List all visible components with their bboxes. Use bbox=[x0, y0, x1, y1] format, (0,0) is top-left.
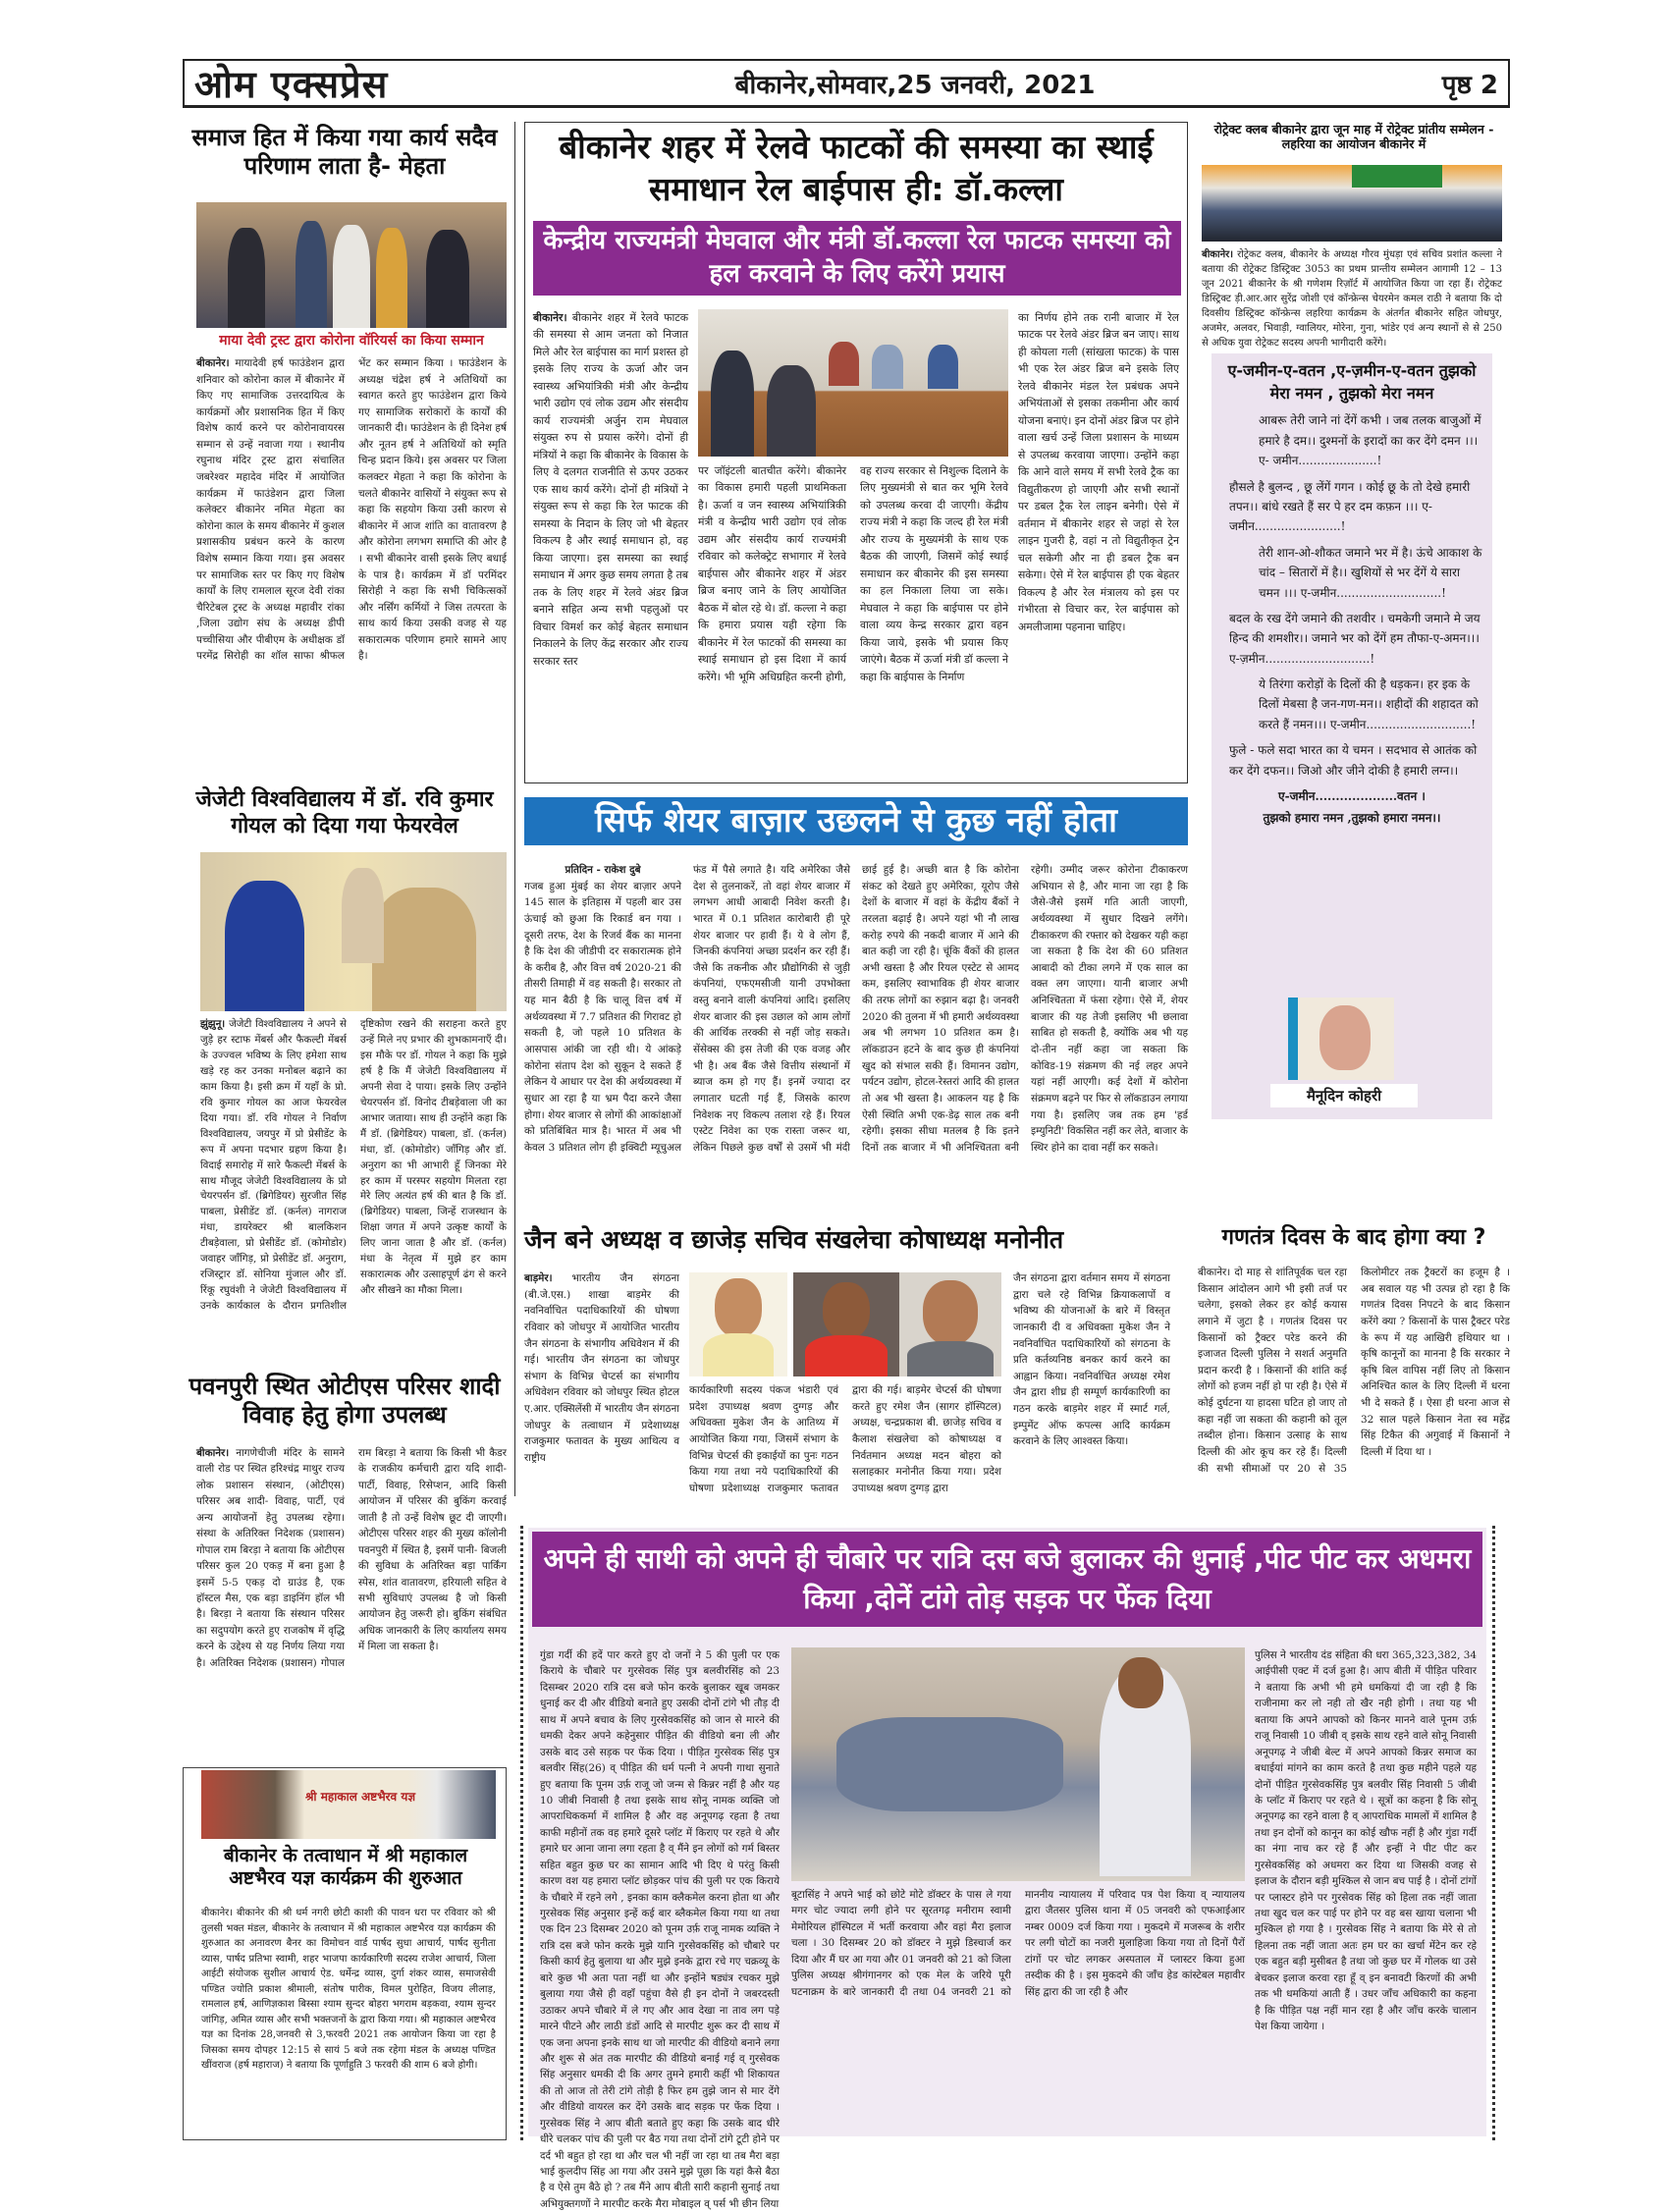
photo-jain-treasurer bbox=[899, 1272, 1001, 1376]
article-gantantra bbox=[1198, 1225, 1510, 1522]
body-mid: बूटासिंह ने अपने भाई को छोटे मोटे डॉक्टर के पास ले गया मगर चोट ज्यादा लगी होने पर सूरतगढ़ मनीराम स्वामी मेमोरियल हॉस्पिटल में भर्ती करवाया और वहां मैरा इलाज चला । 30 दिसम्बर 20 को डॉक्टर ने मुझे डिस्चार्ज कर दिया और मैं घर आ गया और 01 जनवरी को 21 को जिला पुलिस अध्यक्ष श्रीगंगानगर को एक मेल के जरिये पूरी घटनाक्रम के बारे जानकारी दी तथा 04 जनवरी 21 को माननीय न्यायालय में परिवाद पत्र पेश किया व् न्यायालय द्वारा जैतसर पुलिस थाना में 05 जनवरी को एफआईआर नम्बर 0009 दर्ज किया गया । मुकदमे में मजरूब के शरीर पर लगी चोटों का नजरी मुलाहिजा किया गया तो दिनों पैरों टांगों पर चोट लगकर अस्पताल में प्लास्टर किया हुआ तस्दीक की है । इस मुकदमे की जाँच हेड कांस्टेबल महावीर सिंह द्वारा की जा रही है और bbox=[791, 1889, 1245, 1998]
newspaper-page bbox=[183, 59, 1510, 2210]
body-left bbox=[540, 1647, 780, 2210]
photo-jain-secretary bbox=[793, 1272, 899, 1376]
body-text: गजब हुआ मुंबई का शेयर बाज़ार अपने 145 साल के इतिहास में पहली बार उस ऊंचाई को छुआ कि रिकार्ड बन गया । दूसरी तरफ, देश के रिजर्व बैंक का मानना है कि देश की जीडीपी दर सकारात्मक होने के करीब है, और वित्त वर्ष 2020-21 की तीसरी तिमाही में वह सकती है। सरकार तो यह मान बैठी है कि चालू वित्त वर्ष में अर्थव्यवस्था में 7.7 प्रतिशत की गिरावट हो सकती है, जो पहले 10 प्रतिशत के आसपास आंकी जा रही थी। ये आंकड़े कोरोना संताप देश को सुकून दे सकते हैं लेकिन ये आधार पर देश की अर्थव्यवस्था में सुधार आ रहा है या भ्रम पैदा करने जैसा होगा। शेयर बाजार से लोगों की आकांक्षाओं को प्रतिबिंबित मात्र है। भारत में अब भी केवल 3 प्रतिशत लोग ही इक्विटी म्यूचुअल फंड में पैसे लगाते है। यदि अमेरिका जैसे देश से तुलनाकरें, तो वहां शेयर बाजार में लगभग आधी आबादी निवेश करती है। भारत में 0.1 प्रतिशत कारोबारी ही पूरे शेयर बाजार पर हावी हैं। ये वे लोग हैं, जिनकी कंपनियां अच्छा प्रदर्शन कर रही हैं। जैसे कि तकनीक और प्रौद्योगिकी से जुड़ी कंपनियां, एफएमसीजी यानी उपभोक्ता वस्तु बनाने वाली कंपनियां आदि। इसलिए शेयर बाजार की इस उछाल को आम लोगों की आर्थिक तरक्की से नहीं जोड़ सकते। सेंसेक्स की इस तेजी की एक वजह और भी है। अब बैंक जैसे वित्तीय संस्थानों में ब्याज कम हो गए हैं। इनमें ज्यादा दर लगातार घटती गई हैं, जिसके कारण निवेशक नए विकल्प तलाश रहे हैं। रियल एस्टेट निवेश का एक रास्ता जरूर था, लेकिन पिछले कुछ वर्षों से उसमें भी मंदी छाई हुई है। अच्छी बात है कि कोरोना संकट को देखते हुए अमेरिका, यूरोप जैसे देशों के बाजार में वहां के केंद्रीय बैंकों ने तरलता बढ़ाई है। अपने यहां भी नौ लाख करोड़ रुपये की नकदी बाजार में आने की बात कही जा रही है। चूंकि बैंकों की हालत अभी खस्ता है और रियल एस्टेट से आमद कम, इसलिए स्वाभाविक ही शेयर बाजार की तरफ लोगों का रुझान बढ़ा है। जनवरी 2020 की तुलना में भी हमारी अर्थव्यवस्था अब भी लगभग 10 प्रतिशत कम है। लॉकडाउन हटने के बाद कुछ ही कंपनियां खुद को संभाल सकी हैं। विमानन उद्योग, पर्यटन उद्योग, होटल-रेस्तरां आदि की हालत तो अब भी खस्ता है। आकलन यह है कि ऐसी स्थिति अभी एक-डेढ़ साल तक बनी रहेगी। इसका सीधा मतलब है कि इतने दिनों तक बाजार में भी अनिश्चितता बनी रहेगी। उम्मीद जरूर कोरोना टीकाकरण अभियान से है, और माना जा रहा है कि जैसे-जैसे इसमें गति आती जाएगी, अर्थव्यवस्था में सुधार दिखने लगेंगे। टीकाकरण की रफ्तार को देखकर यही कहा जा सकता है कि देश की 60 प्रतिशत आबादी को टीका लगने में एक साल का वक्त लग जाएगा। यानी बाजार अभी अनिश्चितता में फंसा रहेगा। ऐसे में, शेयर बाजार की यह तेजी इसलिए भी छलावा साबित हो सकती है, क्योंकि अब भी यह दो-तीन नहीं कहा जा सकता कि कोविड-19 संक्रमण की नई लहर अपने यहां नहीं आएगी। कई देशों में कोरोना संक्रमण बढ़ने पर फिर से लॉकडाउन लगाया गया है। इसलिए जब तक हम 'हर्ड इम्युनिटी' विकसित नहीं कर लेते, बाजार के स्थिर होने का दावा नहीं कर सकते। bbox=[524, 864, 1188, 1154]
dateline: बीकानेर। bbox=[533, 311, 567, 324]
article-mahakal bbox=[183, 1767, 507, 2140]
headline: जैन बने अध्यक्ष व छाजेड़ सचिव संखलेचा कोषाध्यक्ष मनोनीत bbox=[524, 1225, 1064, 1254]
body-text: भारतीय जैन संगठना (बी.जे.एस.) शाखा बाड़मेर की नवनिर्वाचित पदाधिकारियों की घोषणा रविवार को जोधपुर में आयोजित भारतीय जैन संगठना के संभागीय अधिवेशन में की गई। भारतीय जैन संगठना का जोधपुर संभाग के विभिन्न चेप्टर्स का संभागीय अधिवेशन रविवार को जोधपुर स्थित होटल ए.आर. एक्सिलेंसी में भारतीय जैन संगठना जोधपुर के तत्वाधान में प्रदेशाध्यक्ष राजकुमार फतावत के मुख्य आथित्य व राष्ट्रीय bbox=[524, 1272, 679, 1465]
page-number: पृष्ठ 2 bbox=[1441, 70, 1498, 100]
photo-mahakal-banner bbox=[201, 1770, 496, 1839]
article-body bbox=[1202, 247, 1502, 349]
photo-rotaract bbox=[1202, 165, 1502, 242]
headline: पवनपुरी स्थित ओटीएस परिसर शादी विवाह हेतु होगा उपलब्ध bbox=[188, 1373, 501, 1430]
body-text: बीकानेर की श्री धर्म नगरी छोटी काशी की पावन धरा पर रविवार को श्री तुलसी भक्त मंडल, बीकानेर के तत्वाधान में श्री महाकाल अष्टभैरव यज्ञ कार्यक्रम की शुरुआत का अनावरण बैनर का विमोचन वार्ड पार्षद सुधा आचार्य, पार्षद सुनीता व्यास, पार्षद प्रतिभा स्वामी, शहर भाजपा कार्यकारिणी सदस्य राजेश आचार्य, जिला आईटी संयोजक सुशील आचार्य ऐड. धर्मेन्द्र व्यास, दुर्गा शंकर व्यास, समाजसेवी पण्डित ज्योति प्रकाश श्रीमाली, संतोष पारीक, विमल पुरोहित, विजय लीलाड़, रामलाल हर्ष, आणिज्ञकाश बिस्सा श्याम सुन्दर बोहरा भगराम बड़कवा, श्याम सुन्दर जांगिड़, अमित व्यास और सभी भक्तजनों के द्वारा किया गया। श्री महाकाल अष्टभैरव यज्ञ का दिनांक 28,जनवरी से 3,फरवरी 2021 तक आयोजन किया जा रहा है जिसका समय दोपहर 12:15 से सायं 5 बजे तक रहेगा मंडल के अध्यक्ष पण्डित खींवराज (हर्ष महाराज) ने बताया कि पूर्णाहुति 3 फरवरी की शाम 6 बजे होगी। bbox=[201, 1908, 496, 2071]
poem-closing: तुझको हमारा नमन ,तुझको हमारा नमन।। bbox=[1263, 811, 1441, 826]
article-pavanpuri bbox=[183, 1371, 507, 1763]
dateline: बीकानेर। bbox=[201, 1908, 233, 1918]
photo-meeting bbox=[698, 309, 1008, 457]
dotted-border-right bbox=[1492, 1526, 1495, 2140]
newspaper-name: ओम एक्सप्रेस bbox=[194, 61, 389, 106]
body-right: जैन संगठना द्वारा वर्तमान समय में संगठना द्वारा चले रहे विभिन्न क्रियाकलापों व भविष्य की योजनाओं के बारे में विस्तृत जानकारी दी व अधिवक्ता मुकेश जैन ने नवनिर्वाचित पदाधिकारियों को संगठना के प्रति कर्तव्यनिष्ठ बनकर कार्य करने का आह्वान किया। नवनिर्वाचित अध्यक्ष रमेश जैन द्वारा शीघ्र ही सम्पूर्ण कार्यकारिणी का गठन करके बाड़मेर शहर में स्मार्ट गर्ल, इम्पुमेंट ऑफ कपल्स आदि कार्यक्रम करवाने के लिए आश्वस्त किया। bbox=[1013, 1272, 1170, 1448]
poem-stanza: हौसले है बुलन्द , छू लेंगें गगन । कोई छू के तो देखे हमारी तपन।। बांधे रखते हैं सर पे हर दम कफ़न ।।। ए-जमीन.......................! bbox=[1229, 479, 1471, 534]
article-rotaract bbox=[1198, 122, 1510, 348]
banner-text: श्री महाकाल अष्टभैरव यज्ञ bbox=[304, 1790, 416, 1804]
dateline: बीकानेर,सोमवार,25 जनवरी, 2021 bbox=[734, 70, 1096, 100]
article-dhunai bbox=[528, 1528, 1486, 2210]
headline: जेजेटी विश्वविद्यालय में डॉ. रवि कुमार गोयल को दिया गया फेयरवेल bbox=[195, 787, 494, 838]
article-body bbox=[524, 862, 1188, 1214]
body-text: जेजेटी विश्वविद्यालय ने अपने से जुड़े हर स्टाफ मेंबर्स और फैकल्टी मेंबर्स के उज्ज्वल भविष्य के लिए हमेशा साथ खड़े रह कर उनका मनोबल बढ़ाने का काम किया है। इसी क्रम में यहाँ के प्रो. रवि कुमार गोयल का आज फेयरवेल दिया गया। डॉ. रवि गोयल ने निर्वाण विश्वविद्यालय, जयपुर में प्रो प्रेसीडेंट के रूप में अपना पदभार ग्रहण किया है। विदाई समारोह में सारे फैकल्टी मेंबर्स के साथ मौजूद जेजेटी विश्वविद्यालय के प्रो चेयरपर्सन डॉ. (ब्रिगेडियर) सुरजीत सिंह पाबला, प्रेसीडेंट डॉ. (कर्नल) नागराज मंधा, डायरेक्टर श्री बालकिशन टीबड़ेवाला, प्रो प्रेसीडेंट डॉ. (कोमोडोर) जवाहर जाँगिड़, प्रो प्रेसीडेंट डॉ. अनुराग, रजिस्ट्रार डॉ. सोनिया मुंजाल और डॉ. रिंकू रघुवंशी ने जेजेटी विश्वविद्यालय में उनके कार्यकाल के दौरान प्रगतिशील दृष्टिकोण रखने की सराहना करते हुए उन्हें मिले नए प्रभार की शुभकामनाएँ दी। इस मौके पर डॉ. गोयल ने कहा कि मुझे हर्ष है कि मैं जेजेटी विश्वविद्यालय में अपनी सेवा दे पाया। इसके लिए उन्होंने चेयरपर्सन डॉ. विनोद टीबड़ेवाला जी का आभार जताया। साथ ही उन्होंने कहा कि मैं डॉ. (ब्रिगेडियर) पाबला, डॉ. (कर्नल) मंधा, डॉ. (कोमोडोर) जाँगिड़ और डॉ. अनुराग का भी आभारी हूँ जिनका मेरे हर काम में परस्पर सहयोग मिलता रहा मेरे लिए अत्यंत हर्ष की बात है कि डॉ. (ब्रिगेडियर) पाबला, जिन्हें राजस्थान के शिक्षा जगत में अपने उत्कृष्ट कार्यों के लिए जाना जाता है और डॉ. (कर्नल) मंधा के नेतृत्व में मुझे हर काम सकारात्मक और उत्साहपूर्ण ढंग से करने और सीखने का मौका मिला। bbox=[200, 1018, 507, 1313]
article-body bbox=[196, 355, 507, 774]
body-text: गुंडा गर्दी की हदें पार करते हुए दो जनों ने 5 की पुली पर एक किराये के चौबारे पर गुरसेवक सिंह पुत्र बलवीरसिंह को 23 दिसम्बर 2020 रात्रि दस बजे फोन करके बुलाकर खूब जमकर धुनाई कर दी और वीडियो बनाते हुए उसकी दोनों टांगे भी तौड़ दी साथ में अपने बचाव के लिए गुरसेवकसिंह को जान से मारने की धमकी देकर अपने कहेनुसार पीड़ित की वीडियो बना ली और उसके बाद उसे सड़क पर फेंक दिया । पीड़ित गुरसेवक सिंह पुत्र बलवीर सिंह(26) व् पीड़ित की धर्म पत्नी ने अपनी गाथा सुनाते हुए बताया कि पूनम उर्फ़ राजू जो जन्म से किन्नर नहीं है और यह 10 जीबी निवासी है तथा इसके साथ सोनू नामक व्यक्ति जो आपराधिककर्मा में शामिल है और वह अनूपगढ़ रहता है तथा काफी महीनों तक वह हमारे दूसरे प्लॉट में किराए पर रहते थे और हमारे घर आना जाना लगा रहता है व् मैंने इन लोगों को गर्म बिस्तर सहित बहुत कुछ घर का सामान आदि भी दिए थे परंतु किसी कारण वश यह हमारा प्लॉट छोड़कर पांच की पुली पर एक किराये के चौबारे में रहने लगे , इनका काम क्लैकमेल करना होता था और गुरसेवक सिंह अनुसार इन्हें कई बार ब्लैकमेल किया गया था तथा एक दिन 23 दिसम्बर 2020 को पूनम उर्फ़ राजू नामक व्यक्ति ने रात्रि दस बजे फोन करके मुझे यानि गुरसेवकसिंह को चौबारे पर किसी कार्य हेतु बुलाया था और मुझे इनके द्वारा रचे गए चक्रव्यू के बारे कुछ भी अता पता नहीं था और इन्होंने षड्यंत्र रचकर मुझे बुलाया गया जैसे ही वहाँ पहुंचा वैसे ही इन दोनों ने जबरदस्ती उठाकर अपने चौबारे में ले गए और आव देखा ना ताव लग पड़े मारने पीटने और लाठी डंडों आदि से मारपीट शुरू कर दी साथ में एक जना अपना इनके साथ था जो मारपीट की वीडियो बनाने लगा और शुरू से अंत तक मारपीट की वीडियो बनाई गई व् गुरसेवक सिंह अनुसार धमकी दी कि अगर तुमने हमारी कहीं भी शिकायत की तो आज तो तेरी टांगे तोड़ी है फिर हम तुझे जान से मार देंगे और वीडियो वायरल कर देंगे उसके बाद सड़क पर फेंक दिया । गुरसेवक सिंह ने आप बीती बताते हुए कहा कि उसके बाद धीरे धीरे चलकर पांच की पुली पर बैठ गया तथा दोनों टांगे टूटी होने पर दर्द भी बहुत हो रहा था और चल भी नहीं जा रहा था तब मैरा बड़ा भाई कुलदीप सिंह आ गया और उसने मुझे पूछा कि यहां कैसे बैठा है व ऐसे तुम बैठे हो ? तब मैंने आप बीती सारी कहानी सुनाई तथा अभियुक्तगणों ने मारपीट करके मैरा मोबाइल व् पर्स भी छीन लिया bbox=[540, 1649, 780, 2210]
article-body bbox=[201, 1906, 496, 2137]
poem-stanza: आबरू तेरी जाने नां देंगें कभी । जब तलक बाजुओं में हमारे है दम।। दुश्मनों के इरादों का कर देंगे दमन ।।। ए- जमीन.....................! bbox=[1259, 413, 1481, 468]
body-text: रोट्रेकट क्लब, बीकानेर के अध्यक्ष गौरव मुंधड़ा एवं सचिव प्रशांत कल्ला ने बताया की रोट्रेकट डिस्ट्रिक्ट 3053 का प्रथम प्रान्तीय सम्मेलन आगामी 12 – 13 जून 2021 बीकानेर के श्री गणेशम रिज़ॉर्ट में आयोजित किया जा रहा हैं। रोट्रेकट डिस्ट्रिक्ट ड़ी.आर.आर सुरेंद्र जोशी एवं कॉन्फ्रेन्स चेयरमेन कमल राठी ने बताया कि दो दिवसीय डिस्ट्रिक्ट कॉन्फ्रेन्स लहरिया कार्यक्रम के अंतर्गत बीकानेर सहित जोधपुर, अजमेर, अलवर, भिवाड़ी, ग्वालियर, मोरेना, गुना, भांडेर एवं अन्य स्थानों से से 250 से अधिक युवा रोट्रेकट सदस्य अपनी भागीदारी करेंगे। bbox=[1202, 249, 1502, 349]
poem-stanza: तेरी शान-ओ-शौकत जमाने भर में है। ऊंचे आकाश के चांद – सितारों में है।। खुशियों से भर देंगें ये सारा चमन ।।। ए-जमीन............................! bbox=[1259, 545, 1482, 600]
body-mid: पर जॉइंटली बातचीत करेंगे। बीकानेर का विकास हमारी पहली प्राथमिकता है। ऊर्जा व जन स्वास्थ्य अभियांत्रिकी मंत्री व केन्द्रीय भारी उद्योग एवं लोक उद्यम और संसदीय कार्य राज्यमंत्री रविवार को कलेक्ट्रेट सभागार में रेलवे बाईपास और बीकानेर शहर में अंडर ब्रिज बनाए जाने के लिए आयोजित बैठक में बोल रहे थे। डॉ. कल्ला ने कहा कि हमारा प्रयास यही रहेगा कि बीकानेर में रेल फाटकों की समस्या का स्थाई समाधान हो इस दिशा में कार्य करेंगे। भी भूमि अधिग्रहित करनी होगी, वह राज्य सरकार से निशुल्क दिलाने के लिए मुख्यमंत्री से बात कर भूमि रेलवे को उपलब्ध करवा दी जाएगी। केंद्रीय राज्य मंत्री ने कहा कि जल्द ही रेल मंत्री और राज्य के मुख्यमंत्री के साथ एक बैठक की जाएगी, जिसमें कोई स्थाई समाधान कर बीकानेर की इस समस्या का हल निकाला लिया जा सके। मेघवाल ने कहा कि बाईपास पर होने वाला व्यय केन्द्र सरकार द्वारा वहन किया जाये, इसके भी प्रयास किए जाएंगे। बैठक में ऊर्जा मंत्री डॉ कल्ला ने कहा कि बाईपास के निर्माण bbox=[698, 464, 1008, 683]
dateline: बीकानेर। bbox=[196, 357, 230, 369]
body-mid: कार्यकारिणी सदस्य पंकज भंडारी एवं प्रदेश उपाध्यक्ष श्रवण दुग्गड़ और अधिवक्ता मुकेश जैन के आतिथ्य में आयोजित किया गया, जिसमें संभाग के विभिन्न चेप्टर्स की इकाईयों का पुनः गठन किया गया तथा नये पदाधिकारियों की घोषणा प्रदेशाध्यक्ष राजकुमार फतावत द्वारा की गई। बाड़मेर चेप्टर्स की घोषणा करते हुए रमेश जैन (सागर हॉस्पिटल) अध्यक्ष, चन्द्रप्रकाश बी. छाजेड़ सचिव व कैलाश संखलेचा को कोषाध्यक्ष व निर्वतमान अध्यक्ष मदन बोहरा को सलाहकार मनोनीत किया गया। प्रदेश उपाध्यक्ष श्रवण दुग्गड़ द्वारा bbox=[689, 1384, 1001, 1494]
body-text: मायादेवी हर्ष फाउंडेशन द्वारा शनिवार को कोरोना काल में बीकानेर में किए गए सामाजिक उत्तरदायित्व के कार्यक्रमों और प्रशासनिक हित में किए विशेष कार्य करने पर कोरोनावायरस सम्मान से उन्हें नवाजा गया । स्थानीय रघुनाथ मंदिर ट्रस्ट द्वारा संचालित जबरेश्वर महादेव मंदिर में आयोजित कार्यक्रम में फाउंडेशन द्वारा जिला कलेक्टर बीकानेर नमित मेहता का कोरोना काल के समय बीकानेर में कुशल प्रशासकीय प्रबंधन करने के कारण विशेष सम्मान किया गया। इस अवसर पर सामाजिक स्तर पर किए गए विशेष कार्यों के लिए रामलाल सूरज देवी रांका चैरिटेबल ट्रस्ट के अध्यक्ष महावीर रांका ,जिला उद्योग संघ के अध्यक्ष डीपी पच्चीसिया और पीबीएम के अधीक्षक डॉ परमेंद्र सिरोही का शॉल साफा श्रीफल भेंट कर सम्मान किया । फाउंडेशन के अध्यक्ष चंद्रेश हर्ष ने अतिथियों का स्वागत करते हुए फाउंडेशन द्वारा किये गए सामाजिक सरोकारों के कार्यों की जानकारी दी। फाउंडेशन के ही दिनेश हर्ष और नूतन हर्ष ने अतिथियों को स्मृति चिन्ह प्रदान किये। इस अवसर पर जिला कलक्टर मेहता ने कहा कि कोरोना के चलते बीकानेर वासियों ने संयुक्त रूप से कहा कि सहयोग किया उसी कारण से बीकानेर में आज शांति का वातावरण है और कोरोना लगभग समाप्ति की ओर है । सभी बीकानेर वासी इसके लिए बधाई के पात्र है। कार्यक्रम में डॉ परमिंदर सिरोही ने कहा कि सभी चिकित्सकों और नर्सिंग कर्मियों ने जिस तत्परता के साथ कार्य किया उसकी वजह से यह सकारात्मक परिणाम हमारे सामने आए है। bbox=[196, 357, 507, 663]
column-divider bbox=[514, 122, 515, 1496]
subheadline: केन्द्रीय राज्यमंत्री मेघवाल और मंत्री डॉ.कल्ला रेल फाटक समस्या को हल करवाने के लिए करेंगे प्रयास bbox=[533, 221, 1181, 296]
article-body bbox=[1198, 1265, 1510, 1518]
headline: सिर्फ शेयर बाज़ार उछलने से कुछ नहीं होता bbox=[524, 797, 1188, 845]
dateline: झुंझुनू। bbox=[200, 1018, 226, 1030]
headline: समाज हित में किया गया कार्य सदैव परिणाम लाता है- मेहता bbox=[191, 124, 498, 181]
dateline: बाड़मेर। bbox=[524, 1272, 553, 1284]
headline: अपने ही साथी को अपने ही चौबारे पर रात्रि दस बजे बुलाकर की धुनाई ,पीट पीट कर अधमरा किया ,दोनें टांगे तोड़ सड़क पर फेंक दिया bbox=[532, 1532, 1482, 1627]
photo-caption: माया देवी ट्रस्ट द्वारा कोरोना वॉरियर्स का किया सम्मान bbox=[219, 333, 484, 349]
article-rail bbox=[524, 122, 1188, 783]
photo-farewell bbox=[200, 852, 507, 1011]
headline: बीकानेर शहर में रेलवे फाटकों की समस्या का स्थाई समाधान रेल बाईपास ही: डॉ.कल्ला bbox=[559, 128, 1154, 208]
body-left bbox=[533, 309, 688, 777]
photo-victim bbox=[791, 1647, 1245, 1881]
headline: बीकानेर के तत्वाधान में श्री महाकाल अष्टभैरव यज्ञ कार्यक्रम की शुरुआत bbox=[223, 1845, 468, 1890]
body-text: दो माह से शांतिपूर्वक चल रहा किसान आंदोलन आगे भी इसी तर्ज पर चलेगा, इसको लेकर हर कोई कयास लगाने में जुटा है । गणतंत्र दिवस पर किसानों को ट्रैक्टर परेड करने की इजाजत दिल्ली पुलिस ने सशर्त अनुमति प्रदान करदी है । किसानों की शांति कई लोगों को हजम नहीं हो पा रही है। ऐसे में कोई दुर्घटना या हादसा घटित हो जाए तो कहा नहीं जा सकता की कहानी को तूल तब्दील होना। किसान उत्साह के साथ दिल्ली की ओर कूच कर रहे हैं। दिल्ली की सभी सीमाओं पर 20 से 35 किलोमीटर तक ट्रैक्टरों का हजूम है । अब सवाल यह भी उत्पन्न हो रहा है कि गणतंत्र दिवस निपटने के बाद किसान करेंगे क्या ? किसानों के पास ट्रैक्टर परेड के रूप में यह आखिरी हथियार था । कृषि कानूनों का मानना है कि सरकार ने कृषि बिल वापिस नहीं लिए तो किसान अनिश्चित काल के लिए दिल्ली में धरना भी दे सकते हैं । ऐसा ही धरना आज से 32 साल पहले किसान नेता स्व महेंद्र सिंह टिकैत की अगुवाई में किसानों ने दिल्ली में दिया था । bbox=[1198, 1267, 1510, 1475]
headline: रोट्रेक्ट क्लब बीकानेर द्वारा जून माह में रोट्रेक्ट प्रांतीय सम्मेलन - लहरिया का आयोजन बीकानेर में bbox=[1213, 122, 1494, 152]
masthead bbox=[183, 59, 1510, 108]
article-body bbox=[200, 1017, 507, 1363]
poem-closing: ए-जमीन....................वतन । bbox=[1278, 789, 1426, 804]
photo-corona-warriors bbox=[196, 202, 507, 328]
poem-stanza: बदल के रख देंगे जमाने की तशवीर । चमकेगी जमाने मे जय हिन्द की शमशीर।। जमाने भर को देंगें हम तौफा-ए-अमन।।। ए-ज़मीन............................! bbox=[1229, 611, 1481, 666]
dateline: बीकानेर। bbox=[196, 1447, 230, 1459]
dateline: बीकानेर। bbox=[1202, 249, 1233, 260]
body-text: बीकानेर शहर में रेलवे फाटक की समस्या से आम जनता को निजात मिले और रेल बाईपास का मार्ग प्रशस्त हो इसके लिए राज्य के ऊर्जा और जन स्वास्थ्य अभियांत्रिकी मंत्री और केन्द्रीय भारी उद्योग एवं लोक उद्यम और संसदीय कार्य राज्यमंत्री अर्जुन राम मेघवाल संयुक्त रुप से प्रयास करेंगे। दोनों ही मंत्रियों ने कहा कि बीकानेर के विकास के लिए वे दलगत राजनीति से ऊपर उठकर एक साथ कार्य करेंगे। दोनों ही मंत्रियों ने संयुक्त रूप से कहा कि रेल फाटक की समस्या के निदान के लिए जो भी बेहतर विकल्प है और स्थाई समाधान हो, वह किया जाएगा। इस समस्या का स्थाई समाधान में अगर कुछ समय लगता है तब तक के लिए शहर में रेलवे अंडर ब्रिज बनाने सहित अन्य सभी पहलुओं पर विचार विमर्श कर कोई बेहतर समाधान निकालने के लिए केंद्र सरकार और राज्य सरकार स्तर bbox=[533, 311, 688, 668]
poem-title: ए-जमीन-ए-वतन ,ए-ज़मीन-ए-वतन तुझको मेरा नमन , तुझको मेरा नमन bbox=[1227, 361, 1477, 404]
body-right: का निर्णय होने तक रानी बाजार में रेल फाटक पर रेलवे अंडर ब्रिज बन जाए। साथ ही कोयला गली (सांखला फाटक) के पास भी एक रेल अंडर ब्रिज बने इसके लिए रेलवे बीकानेर मंडल रेल प्रबंधक अपने अभियंताओं से इसका तकमीना और कार्य योजना बनाएं। इन दोनों अंडर ब्रिज पर होने वाला खर्च उन्हें जिला प्रशासन के माध्यम से उपलब्ध करवाया जाएगा। उन्होंने कहा कि आने वाले समय में सभी रेलवे ट्रैक का विद्युतीकरण हो जाएगी और सभी स्थानों पर डबल ट्रैक रेल लाइन बनेगी। ऐसे में वर्तमान में बीकानेर शहर से जहां से रेल लाइन गुजरी है, वहां न तो विद्युतीकृत ट्रेन चल सकेगी और ना ही डबल ट्रैक बन सकेगा। ऐसे में रेल बाईपास ही एक बेहतर विकल्प है और रेल मंत्रालय को इस पर गंभीरता से विचार कर, रेल बाईपास को अमलीजामा पहनाना चाहिए। bbox=[1018, 311, 1179, 633]
byline: प्रतिदिन - राकेश दुबे bbox=[565, 864, 641, 876]
dotted-border-left bbox=[520, 1526, 523, 2140]
body-text: नागणेचीजी मंदिर के सामने वाली रोड पर स्थित हरिश्चंद्र माथुर राज्य लोक प्रशासन संस्थान, (ओटीएस) परिसर अब शादी- विवाह, पार्टी, एवं अन्य आयोजनों हेतु उपलब्ध रहेगा। संस्था के अतिरिक्त निदेशक (प्रशासन) गोपाल राम बिरड़ा ने बताया कि ओटीएस परिसर कुल 20 एकड़ में बना हुआ है इसमें 5-5 एकड़ दो ग्राउंड है, एक हॉस्टल मैस, एक बड़ा डाइनिंग हॉल भी है। बिरड़ा ने बताया कि संस्थान परिसर का सदुपयोग करते हुए राजकोष में वृद्धि करने के उद्देश्य से यह निर्णय लिया गया है। अतिरिक्त निदेशक (प्रशासन) गोपाल राम बिरड़ा ने बताया कि किसी भी कैडर के राजकीय कर्मचारी द्वारा यदि शादी-पार्टी, विवाह, रिसेप्शन, आदि किसी आयोजन में परिसर की बुकिंग करवाई जाती है तो उन्हें विशेष छूट दी जाएगी। ओटीएस परिसर शहर की मुख्य कॉलोनी पवनपुरी में स्थित है, इसमें पानी- बिजली की सुविधा के अतिरिक्त बड़ा पार्किंग स्पेस, शांत वातावरण, हरियाली सहित वे सभी सुविधाएं उपलब्ध है जो किसी आयोजन हेतु जरूरी हो। बुकिंग संबंधित अधिक जानकारी के लिए कार्यालय समय में मिला जा सकता है। bbox=[196, 1447, 507, 1669]
headline: गणतंत्र दिवस के बाद होगा क्या ? bbox=[1221, 1225, 1486, 1250]
photo-jain-president bbox=[689, 1272, 787, 1376]
article-mehta bbox=[183, 122, 507, 778]
article-share bbox=[524, 797, 1496, 1217]
dateline: बीकानेर। bbox=[1198, 1267, 1231, 1278]
body-right: पुलिस ने भारतीय दंड संहिता की धरा 365,323,382, 34 आईपीसी एक्ट में दर्ज हुआ है। आप बीती में पीड़ित परिवार ने बताया कि अभी भी हमे धमकियां दी जा रही है कि राजीनामा कर लो नही तो खैर नही होगी । तथा यह भी बताया कि अपने आपको को किनर मानने वाले पूनम उर्फ़ राजू निवासी 10 जीबी व् इसके साथ रहने वाले सोनू निवासी अनूपगढ़ ने जीबी बेल्ट में अपने आपको किन्नर समाज का बधाईयां मांगने का काम करते है तथा कुछ महीने पहले यह दोनों पीड़ित गुरसेवकसिंह पुत्र बलवीर सिंह निवासी 5 जीबी के प्लॉट में किराए पर रहते थे । सूत्रों का कहना है कि सोनू अनूपगढ़ का रहने वाला है व् आपराधिक मामलों में शामिल है तथा इन दोनों को कानून का कोई खौफ नहीं है और गुंडा गर्दी का नंगा नाच कर रहे हैं और इन्हीं ने पीट पीट कर गुरसेवकसिंह को अधमरा कर दिया था जिसकी वजह से इलाज के दौरान बड़ी मुश्किल से जान बच पाई है । दोनों टांगों पर प्लास्टर होने पर गुरसेवक सिंह को हिला तक नहीं जाता तथा खुद चल कर पाई पर होने पर वह बस खाया चलाना भी मुश्किल हो गया है । गुरसेवक सिंह ने बताया कि मेरे से तो हिलना तक नहीं जाता अतः हम घर का खर्चा मेंटेन कर रहे एक बहुत बड़ी मुसीबत है तथा जो कुछ घर में गोलक था उसे बेचकर इलाज करवा रहा हूँ व् इन बनावटी किरणों की अभी तक भी धमकियां आती हैं । उधर जाँच अधिकारी का कहना है कि पीड़ित पक्ष नहीं मान रहा है और जाँच करके चालान पेश किया जायेगा । bbox=[1255, 1649, 1477, 2033]
body-left bbox=[524, 1270, 679, 1520]
article-jain bbox=[524, 1225, 1198, 1522]
article-jjt bbox=[183, 785, 507, 1367]
article-body bbox=[196, 1445, 507, 1759]
poem-stanza: फुले - फले सदा भारत का ये चमन । सदभाव से आतंक को कर देंगे दफन।। जिओ और जीने दोकी है हमारी लग्न।। bbox=[1229, 743, 1478, 778]
poem-stanza: ये तिरंगा करोड़ों के दिलों की है धड़कन। हर इक के दिलों मेबसा है जन-गण-मन।। शहीदों की शहादत को करते हैं नमन।।। ए-जमीन............................! bbox=[1259, 677, 1479, 731]
author-name: मैनूदिन कोहरी bbox=[1270, 1084, 1418, 1107]
